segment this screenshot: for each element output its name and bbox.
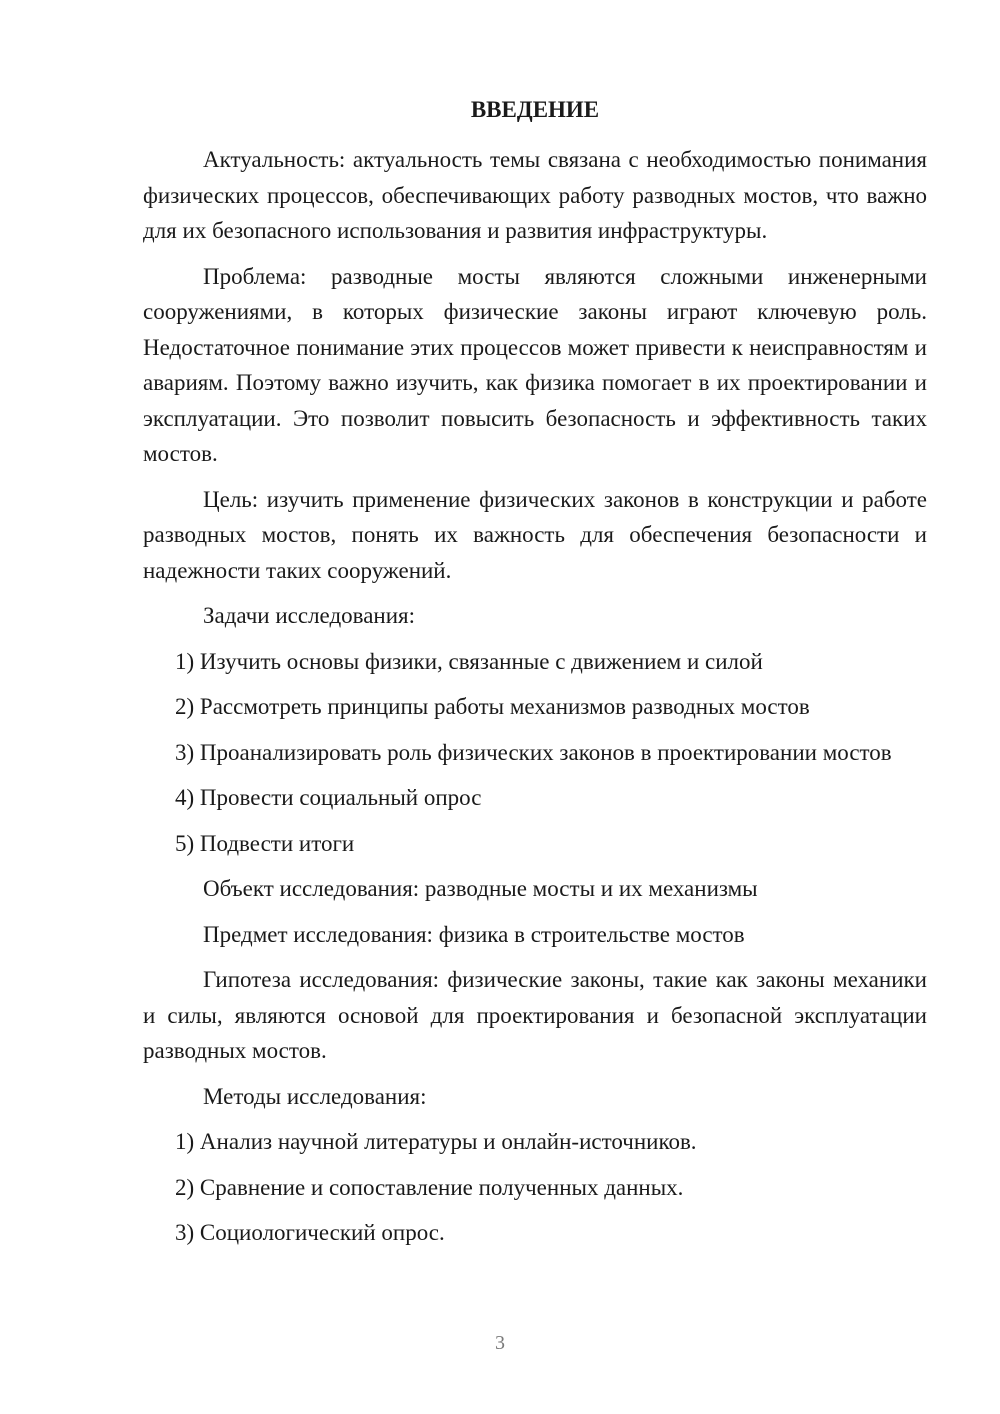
- problem-paragraph: Проблема: разводные мосты являются сложными инженерными сооружениями, в которых физические законы играют ключевую роль. Недостаточное понимание этих процессов может привести к неисправностям и авариям. Поэтому важно изучить, как физика помогает в их проектировании и эксплуатации. Это позволит повысить безопасность и эффективность таких мостов.: [143, 263, 927, 466]
- subject-line: Предмет исследования: физика в строительстве мостов: [203, 921, 745, 947]
- relevance-paragraph: Актуальность: актуальность темы связана с необходимостью понимания физических процессов, обеспечивающих работу разводных мостов, что важно для их безопасного использования и развития инфраструктуры.: [143, 147, 927, 243]
- page-number: 3: [495, 1332, 505, 1354]
- document-page: [143, 92, 927, 1261]
- hypothesis-paragraph: Гипотеза исследования: физические законы, такие как законы механики и силы, являются основой для проектирования и безопасной эксплуатации разводных мостов.: [143, 967, 927, 1063]
- task-item: 3) Проанализировать роль физических законов в проектировании мостов: [175, 739, 892, 765]
- tasks-label: Задачи исследования:: [203, 603, 416, 628]
- task-item: 1) Изучить основы физики, связанные с движением и силой: [175, 648, 763, 674]
- method-item: 1) Анализ научной литературы и онлайн-источников.: [175, 1129, 697, 1154]
- goal-paragraph: Цель: изучить применение физических законов в конструкции и работе разводных мостов, понять их важность для обеспечения безопасности и надежности таких сооружений.: [143, 486, 927, 583]
- method-item: 2) Сравнение и сопоставление полученных данных.: [175, 1174, 684, 1200]
- page-title: ВВЕДЕНИЕ: [470, 97, 600, 122]
- methods-label: Методы исследования:: [203, 1083, 427, 1109]
- task-item: 5) Подвести итоги: [175, 830, 355, 856]
- task-item: 2) Рассмотреть принципы работы механизмов разводных мостов: [175, 694, 810, 719]
- object-line: Объект исследования: разводные мосты и их механизмы: [203, 876, 758, 901]
- method-item: 3) Социологический опрос.: [175, 1220, 445, 1245]
- task-item: 4) Провести социальный опрос: [175, 785, 482, 810]
